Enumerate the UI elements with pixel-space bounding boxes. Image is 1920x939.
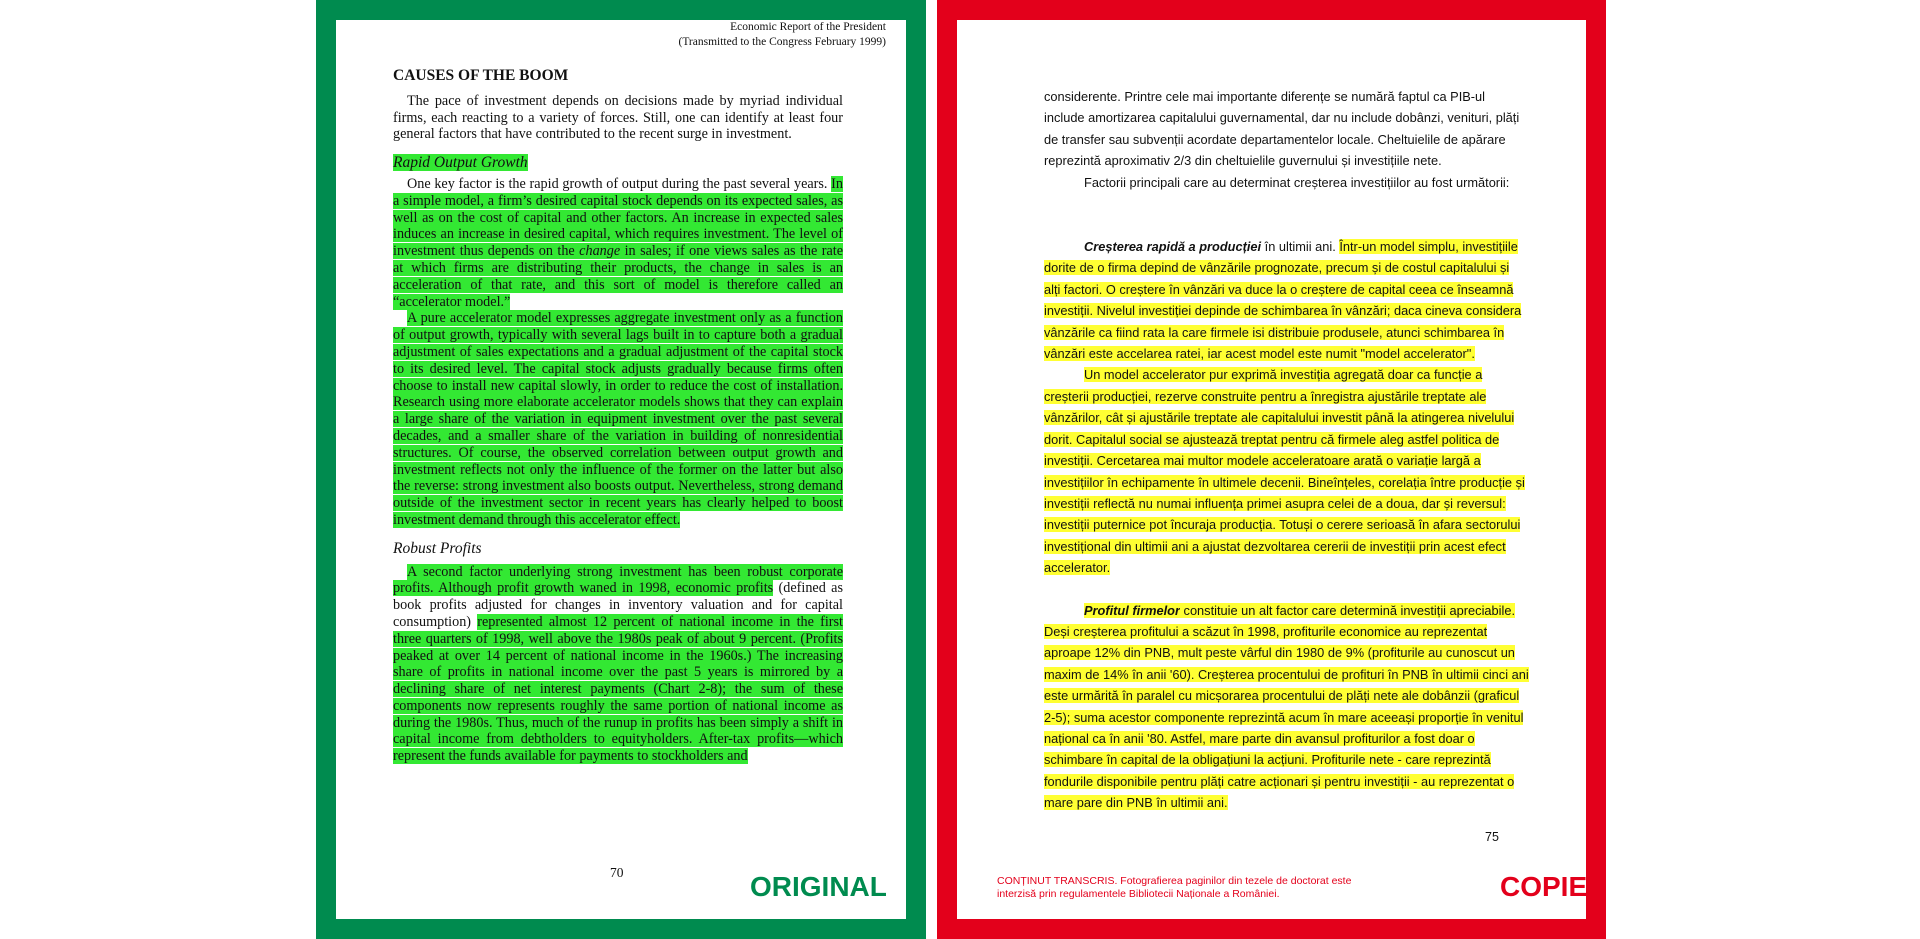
bold-italic-term: Creșterea rapidă a producției (1084, 239, 1262, 255)
paragraph-accelerator (393, 310, 843, 528)
original-page (336, 20, 906, 919)
plain-text: (defined as book profits adjusted for changes in inventory valuation and for capital consumption) (393, 580, 843, 630)
bold-italic-term: Profitul firmelor (1084, 602, 1180, 618)
original-panel (316, 0, 926, 939)
running-head-line-2: (Transmitted to the Congress February 1999) (678, 36, 886, 48)
plain-text: în ultimii ani. (1261, 239, 1340, 255)
highlighted-text: A pure accelerator model expresses aggregate investment only as a function of output growth, typically with several lags built in to capture both a gradual adjustment of sales expectations and a gradual adjustment of the capital stock to its desired level. The capital stock adjusts gradually because firms often choose to install new capital slowly, in order to reduce the cost of installation. Research using more elaborate accelerator models shows that they can explain a large share of the variation in equipment investment over the past several decades, and a smaller share of the variation in building of nonresidential structures. Of course, the observed correlation between output growth and investment reflects not only the influence of the former on the latter but also the reverse: strong investment also boosts output. Nevertheless, strong demand outside of the investment sector in recent years has clearly helped to boost investment demand through this accelerator effect. (393, 310, 843, 528)
paragraph-accelerator (1044, 364, 1529, 578)
paragraph-factors-intro: Factorii principali care au determinat creșterea investițiilor au fost următorii: (1084, 174, 1510, 190)
highlighted-text: represented almost 12 percent of national income in the first three quarters of 1998, well above the 1980s peak of about 9 percent. (Profits peaked at over 14 percent of national income in the 1960s.) The increasing share of profits in national income over the past 5 years is mirrored by a declining share of net interest payments (Chart 2-8); the sum of these components now represents roughly the same portion of national income as during the 1980s. Thus, much of the runup in profits has been simply a shift in capital income from debtholders to equityholders. After-tax profits—which represent the funds available for payments to stockholders and (393, 613, 843, 765)
running-head (678, 20, 886, 50)
highlighted-text: in sales; if one views sales as the rate at which firms are distributing their products, the change in sales is an acceleration of that rate, and this sort of model is therefore called an “accelerator model.” (393, 243, 843, 310)
subheading-robust-profits: Robust Profits (393, 539, 482, 557)
copyright-notice (997, 875, 1417, 901)
highlighted-italic: change (579, 243, 621, 260)
highlighted-term (1084, 603, 1180, 618)
notice-line-1: CONȚINUT TRANSCRIS. Fotografierea paginilor din tezele de doctorat este (997, 875, 1352, 887)
copy-page (957, 20, 1586, 919)
original-text-block (393, 68, 843, 765)
highlighted-text: In a simple model, a firm’s desired capital stock depends on its expected sales, as well as on the cost of capital and other factors. An increase in expected sales induces an increase in desired capital, which requires investment. The level of investment thus depends on the (393, 175, 843, 260)
highlighted-text: Într-un model simplu, investițiile dorite de o firma depind de vânzările prognozate, precum și de costul capitalului și alți factori. O creștere în vânzări va duce la o creștere de capital ceea ce înseamnă investiții. Nivelul investiției depinde de schimbarea în vânzări; daca cineva considera vânzările ca fiind rata la care firmele isi distribuie produsele, atunci schimbarea în vânzări este accelarea ratei, iar acest model este numit "model accelerator". (1044, 239, 1522, 362)
copy-text-block (1044, 86, 1529, 814)
paragraph-profits (393, 564, 843, 766)
paragraph-output-growth (393, 176, 843, 310)
running-head-line-1: Economic Report of the President (730, 21, 886, 33)
intro-paragraph: The pace of investment depends on decisions made by myriad individual firms, each reacting to a variety of forces. Still, one can identify at least four general factors that have contributed to the recent surge in investment. (393, 92, 843, 143)
paragraph-profits (1044, 600, 1529, 814)
page-number: 75 (1485, 830, 1499, 844)
highlighted-text: A second factor underlying strong investment has been robust corporate profits. Although profit growth waned in 1998, economic profits (393, 563, 843, 597)
paragraph-context: considerente. Printre cele mai importante diferențe se numără faptul ca PIB-ul include amortizarea capitalului guvernamental, dar nu include dobânzi, venituri, plăți de transfer sau subvenții acordate departamentelor locale. Cheltuielile de apărare reprezintă aproximativ 2/3 din cheltuielile guvernului și investițiile nete. (1044, 89, 1520, 169)
highlighted-text: Un model accelerator pur exprimă investiția agregată doar ca funcție a creșterii producției, rezerve construite pentru a înregistra ajustările treptate ale vânzărilor, cât și ajustările treptate ale capitalului investit până la atingerea nivelului dorit. Capitalul social se ajustează treptat pentru că firmele aleg astfel politica de investiții. Cercetarea mai multor modele acceleratoare arată o variație largă a investițiilor în echipamente în ultimele decenii. Bineînțeles, corelația între producție și investiții reflectă nu numai influența primei asupra celei de a doua, dar și reversul: investiții puternice pot încuraja producția. Totuși o cerere serioasă în afara sectorului investițional din ultimii ani a ajustat dezvoltarea cererii de investiții prin acest efect accelerator. (1044, 367, 1525, 576)
highlighted-text: constituie un alt factor care determină investiții apreciabile. Deși creșterea profitului a scăzut în 1998, profiturile economice au reprezentat aproape 12% din PNB, mult peste vârful din 1980 de 9% (profiturile au cunoscut un maxim de 14% în anii '60). Creșterea procentului de profituri în PNB în ultimii cinci ani este urmărită în paralel cu micșorarea procentului de plăți nete ale dobânzii (graficul 2-5); suma acestor componente reprezintă acum în mare aceeași proporție în venitul național ca în anii '80. Astfel, mare parte din avansul profiturilor a fost doar o schimbare în capital de la obligațiuni la acțiuni. Profiturile nete - care reprezintă fondurile disponibile pentru plăți catre acționari și pentru investiții - au reprezentat o mare pare din PNB în ultimii ani. (1044, 602, 1529, 811)
notice-line-2: interzisă prin regulamentele Bibliotecii Naționale a României. (997, 888, 1280, 900)
subheading-rapid-output-growth (393, 155, 843, 172)
copy-stamp: COPIE (1500, 871, 1588, 902)
subheading-highlight: Rapid Output Growth (393, 154, 528, 172)
section-heading: CAUSES OF THE BOOM (393, 67, 569, 84)
copy-panel (937, 0, 1606, 939)
original-stamp: ORIGINAL (750, 871, 887, 902)
plain-text: One key factor is the rapid growth of output during the past several years. (407, 175, 832, 192)
page-number: 70 (610, 865, 624, 880)
paragraph-output-growth (1044, 236, 1529, 364)
